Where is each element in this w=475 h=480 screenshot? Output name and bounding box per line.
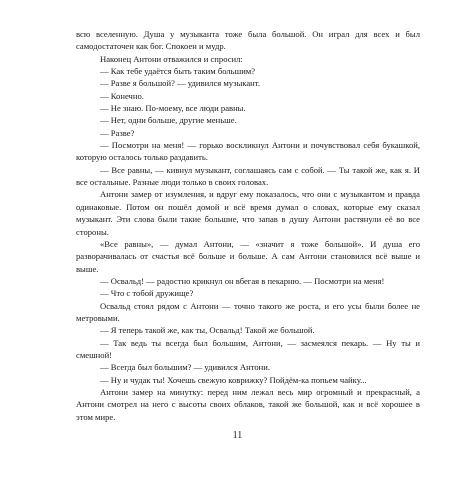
dialogue-line: — Посмотри на меня! — горько воскликнул Антони и почувствовал себя букашкой, которую осталось только раздавить. <box>76 140 420 163</box>
dialogue-line: — Конечно. <box>100 90 144 101</box>
paragraph: Освальд стоял рядом с Антони — точно такого же роста, и его усы были более не метровыми. <box>76 300 420 323</box>
dialogue-line: — Разве? <box>100 127 135 138</box>
dialogue-line: — Что с тобой дружище? <box>100 288 194 299</box>
dialogue-line: — Нет, одни больше, другие меньше. <box>100 115 237 126</box>
body-text <box>76 28 420 423</box>
paragraph: всю вселенную. Душа у музыканта тоже была большой. Он играл для всех и был самодостаточен как бог. Спокоен и мудр. <box>76 29 420 52</box>
dialogue-line: — Как тебе удаётся быть таким большим? <box>100 66 256 77</box>
paragraph: Антони замер на минутку: перед ним лежал весь мир огромный и прекрасный, а Антони смотрел на него с высоты своих облаков, такой же большой, как и всё хорошее в этом мире. <box>76 386 420 422</box>
paragraph: Антони замер от изумления, и вдруг ему показалось, что они с музыкантом и правда одинаковые. Потом он пошёл домой и всё время думал о словах, которые ему сказал музыкант. Эти слова были такие большие, что запав в душу Антони растянули её во все стороны. <box>76 189 420 237</box>
dialogue-line: — Я теперь такой же, как ты, Освальд! Такой же большой. <box>100 325 315 336</box>
dialogue-line: — Разве я большой? — удивился музыкант. <box>100 78 260 89</box>
dialogue-line: — Ну и чудак ты! Хочешь свежую коврижку? Пойдём-ка попьем чайку... <box>100 374 367 385</box>
dialogue-line: — Так ведь ты всегда был большим, Антони, — засмеялся пекарь. — Ну ты и смешной! <box>76 337 420 360</box>
page-number: 11 <box>232 430 243 441</box>
dialogue-line: — Всегда был большим? — удивился Антони. <box>100 362 271 373</box>
dialogue-line: — Все равны, — кивнул музыкант, соглашаясь сам с собой. — Ты такой же, как я. И все остальные. Разные люди только в своих головах. <box>76 164 420 188</box>
dialogue-line: — Не знаю. По-моему, все люди равны. <box>100 103 246 114</box>
dialogue-line: — Освальд! — радостно крикнул он вбегая в пекарню. — Посмотри на меня! <box>100 275 385 286</box>
paragraph: «Все равны», — думал Антони, — «значит я тоже большой». И душа его разворачивалась от счастья всё больше и больше. А сам Антони становился всё выше и выше. <box>76 238 420 274</box>
paragraph: Наконец Антони отважился и спросил: <box>100 53 243 64</box>
